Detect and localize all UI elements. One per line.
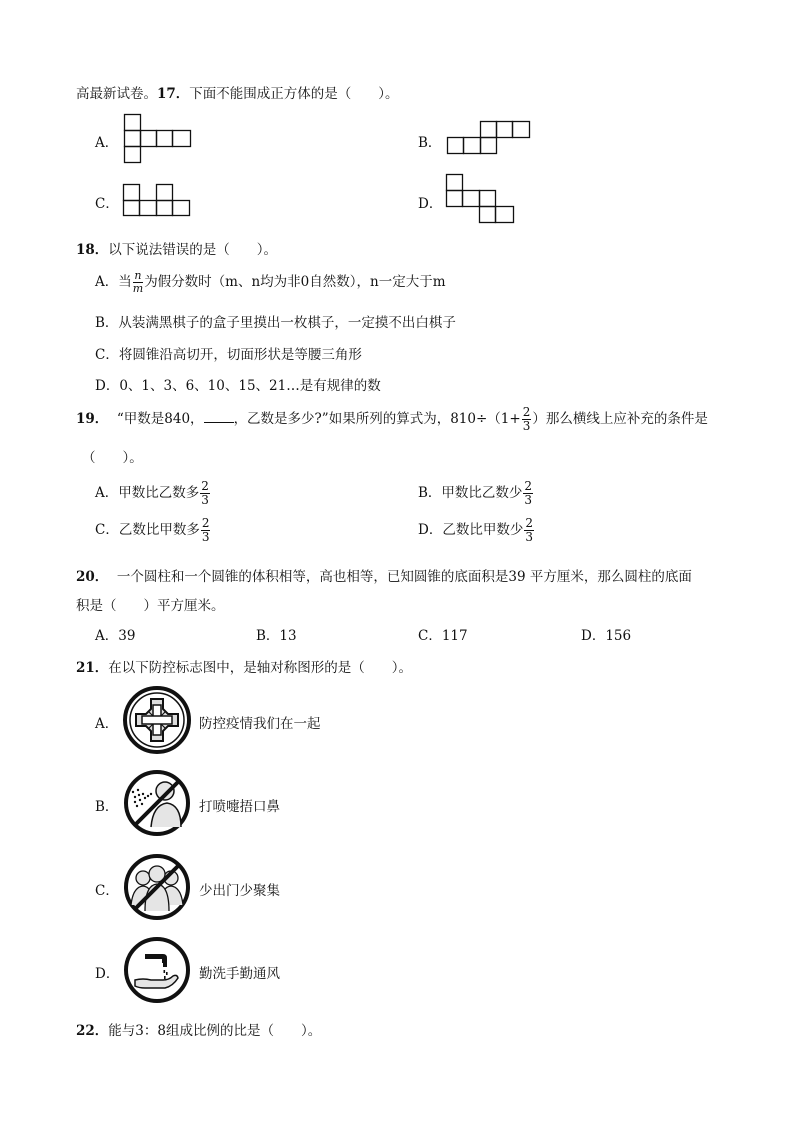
- question-22: [76, 1019, 321, 1039]
- question-18: [76, 238, 277, 258]
- q17-prefix: 高最新试卷。: [76, 86, 157, 102]
- q22-text: 能与3：8组成比例的比是（ ）。: [108, 1023, 322, 1039]
- fraction-n-over-m: [133, 270, 143, 295]
- q18-number: 18．: [76, 242, 109, 258]
- q20-number: 20．: [76, 569, 109, 585]
- q17-net-b: [447, 121, 533, 157]
- fraction-denominator: 3: [201, 493, 209, 507]
- q20-line1: 一个圆柱和一个圆锥的体积相等，高也相等，已知圆锥的底面积是39 平方厘米，那么圆柱的底面: [116, 569, 692, 585]
- q21-option-b-caption: 打喷嚏捂口鼻: [199, 799, 280, 815]
- q19-number: 19．: [76, 411, 109, 427]
- q17-option-b-label: B．: [418, 135, 442, 151]
- q17-net-d: [446, 174, 518, 226]
- fraction-numerator: 2: [201, 479, 209, 493]
- q18-option-d: D．0、1、3、6、10、15、21…是有规律的数: [95, 378, 381, 394]
- fraction-denominator: 3: [201, 530, 210, 544]
- q20-option-a: A．39: [95, 628, 136, 644]
- q18-option-a-post: 为假分数时（m、n均为非0自然数），n一定大于m: [144, 274, 446, 290]
- hand-wash-icon: [123, 936, 191, 1004]
- q21-option-c-caption: 少出门少聚集: [199, 883, 280, 899]
- q18-option-c: C．将圆锥沿高切开，切面形状是等腰三角形: [95, 347, 362, 363]
- fraction-denominator: 3: [525, 530, 533, 544]
- q19-option-d: [418, 517, 535, 544]
- q17-option-d-label: D．: [418, 196, 443, 212]
- fraction-denominator: 3: [524, 493, 533, 507]
- q21-option-d-caption: 勤洗手勤通风: [199, 966, 280, 982]
- q18-option-a: [95, 270, 446, 295]
- q17-number: 17．: [157, 86, 190, 102]
- q22-number: 22．: [76, 1023, 109, 1039]
- q17-net-c: [123, 184, 193, 218]
- q19-text-b: ，乙数是多少?”如果所列的算式为，810÷（1+: [233, 411, 521, 427]
- q19-option-c-text: C．乙数比甲数多: [95, 522, 200, 538]
- fraction-two-thirds: [524, 517, 534, 544]
- fraction-denominator: 3: [522, 419, 531, 433]
- fraction-two-thirds: [522, 406, 532, 433]
- q17-option-c-label: C．: [95, 196, 119, 212]
- q17-net-a: [124, 114, 194, 166]
- q19-option-d-text: D．乙数比甲数少: [418, 522, 524, 538]
- question-19: [76, 406, 708, 433]
- q19-option-b-text: B．甲数比乙数少: [418, 485, 523, 501]
- q17-text: 下面不能围成正方体的是（ ）。: [189, 86, 399, 102]
- q21-option-b-label: B．: [95, 799, 119, 815]
- q19-option-a-text: A．甲数比乙数多: [95, 485, 200, 501]
- q21-option-a-caption: 防控疫情我们在一起: [199, 716, 321, 732]
- fraction-two-thirds: [201, 517, 211, 544]
- q19-text-a: “甲数是840，: [116, 411, 204, 427]
- q18-option-a-pre: A．当: [95, 274, 132, 290]
- q20-option-c: C．117: [418, 628, 468, 644]
- q21-option-d-label: D．: [95, 966, 120, 982]
- q18-text: 以下说法错误的是（ ）。: [108, 242, 278, 258]
- fraction-numerator: 2: [201, 516, 210, 530]
- fraction-numerator: 2: [522, 405, 531, 419]
- answer-blank: [204, 410, 234, 423]
- fraction-numerator: 2: [525, 516, 533, 530]
- q21-text: 在以下防控标志图中，是轴对称图形的是（ ）。: [108, 660, 413, 676]
- q21-option-c-label: C．: [95, 883, 119, 899]
- q19-option-b: [418, 480, 534, 507]
- fraction-denominator: m: [132, 282, 144, 295]
- no-sneeze-icon: [123, 769, 191, 837]
- q20-line2: 积是（ ）平方厘米。: [76, 598, 225, 614]
- question-17: [76, 82, 399, 102]
- fraction-numerator: 2: [524, 479, 533, 493]
- q18-option-b: B．从装满黑棋子的盒子里摸出一枚棋子，一定摸不出白棋子: [95, 315, 456, 331]
- q20-option-b: B．13: [256, 628, 297, 644]
- q19-answer-bracket: （ ）。: [82, 450, 143, 466]
- q19-option-a: [95, 480, 211, 507]
- q21-number: 21．: [76, 660, 109, 676]
- fraction-two-thirds: [523, 480, 533, 507]
- q19-option-c: [95, 517, 211, 544]
- medical-cross-icon: [123, 686, 191, 754]
- fraction-numerator: n: [134, 269, 142, 282]
- fraction-two-thirds: [200, 480, 210, 507]
- question-21: [76, 656, 412, 676]
- no-gathering-icon: [123, 853, 191, 921]
- q20-option-d: D．156: [581, 628, 632, 644]
- q17-option-a-label: A．: [95, 135, 119, 151]
- q19-text-c: ）那么横线上应补充的条件是: [532, 411, 708, 427]
- q21-option-a-label: A．: [95, 716, 119, 732]
- question-20: [76, 565, 692, 585]
